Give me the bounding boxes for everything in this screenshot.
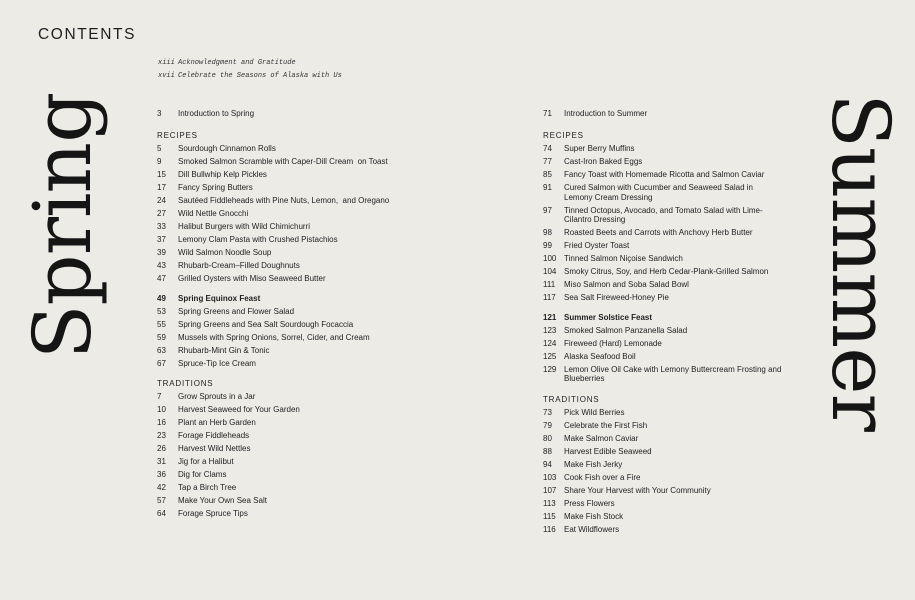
entry-title: Sea Salt Fireweed-Honey Pie [564, 293, 669, 302]
page-number: 17 [157, 183, 166, 192]
page-number: 104 [543, 267, 557, 276]
page-number: 111 [543, 280, 556, 289]
entry-title: Cook Fish over a Fire [564, 472, 641, 482]
toc-entry[interactable] [543, 525, 783, 535]
toc-entry[interactable] [157, 235, 397, 245]
page-number: 10 [157, 405, 166, 414]
page-number: 15 [157, 170, 166, 179]
toc-entry[interactable] [543, 280, 783, 290]
entry-title: Spring Greens and Flower Salad [178, 306, 295, 316]
page-number: 49 [157, 293, 166, 303]
entry-title: Press Flowers [564, 498, 615, 508]
page-title: CONTENTS [38, 26, 137, 43]
page-number: 71 [543, 109, 552, 118]
entry-title: Rhubarb-Cream–Filled Doughnuts [178, 261, 300, 270]
recipes-heading: RECIPES [543, 131, 584, 140]
page-number: 117 [543, 293, 556, 302]
toc-entry[interactable] [157, 483, 397, 493]
toc-entry[interactable] [157, 418, 397, 428]
page-number: 63 [157, 345, 166, 355]
toc-entry[interactable] [543, 241, 783, 251]
toc-entry[interactable] [157, 170, 397, 180]
page-number: xiii [158, 59, 175, 67]
page-number: 115 [543, 511, 556, 521]
toc-entry[interactable] [157, 222, 397, 232]
page-number: 125 [543, 351, 557, 361]
toc-entry[interactable] [157, 496, 397, 506]
toc-entry[interactable] [157, 444, 397, 454]
toc-entry[interactable] [157, 405, 397, 415]
page-number: 107 [543, 485, 557, 495]
recipes-list [543, 144, 783, 384]
page-number: 24 [157, 196, 166, 205]
page-number: 124 [543, 338, 557, 348]
toc-entry[interactable] [543, 228, 783, 238]
entry-title: Cured Salmon with Cucumber and Seaweed Salad in Lemony Cream Dressing [564, 183, 753, 202]
page-number: 36 [157, 470, 166, 479]
toc-entry[interactable] [157, 320, 397, 330]
toc-entry[interactable] [543, 254, 783, 264]
toc-entry[interactable] [157, 457, 397, 467]
page-number: 113 [543, 498, 556, 508]
page-number: 79 [543, 420, 552, 430]
summer-section-label: Summer [814, 93, 907, 431]
toc-entry[interactable] [543, 473, 783, 483]
toc-entry[interactable] [543, 499, 783, 509]
page-number: 74 [543, 144, 552, 153]
entry-title: Mussels with Spring Onions, Sorrel, Cider, and Cream [178, 332, 370, 342]
toc-entry[interactable] [543, 293, 783, 303]
entry-title: Plant an Herb Garden [178, 418, 256, 427]
entry-title: Lemony Clam Pasta with Crushed Pistachios [178, 235, 338, 244]
toc-entry[interactable] [543, 352, 783, 362]
page-number: 5 [157, 144, 162, 153]
entry-title: Eat Wildflowers [564, 524, 620, 534]
page-number: 42 [157, 483, 166, 492]
toc-entry[interactable] [157, 261, 397, 271]
entry-title: Make Fish Stock [564, 511, 624, 521]
recipes-section [157, 130, 397, 368]
entry-title: Grow Sprouts in a Jar [178, 392, 256, 401]
entry-title: Dig for Clams [178, 470, 227, 479]
front-matter-item [158, 57, 342, 70]
entry-title: Lemon Olive Oil Cake with Lemony Buttercream Frosting and Blueberries [564, 364, 782, 383]
page-number: 16 [157, 418, 166, 427]
entry-title: Spruce-Tip Ice Cream [178, 358, 256, 368]
toc-entry[interactable] [543, 512, 783, 522]
entry-title: Make Salmon Caviar [564, 433, 639, 443]
entry-title: Tinned Octopus, Avocado, and Tomato Salad with Lime-Cilantro Dressing [564, 205, 763, 224]
entry-title: Harvest Edible Seaweed [564, 446, 652, 456]
page-number: 98 [543, 228, 552, 237]
entry-title: Introduction to Spring [178, 109, 255, 118]
page-number: 57 [157, 496, 166, 505]
toc-entry[interactable] [157, 183, 397, 193]
toc-entry[interactable] [543, 447, 783, 457]
page-number: 123 [543, 325, 557, 335]
entry-title: Jig for a Halibut [178, 457, 234, 466]
toc-entry[interactable] [543, 144, 783, 154]
toc-entry[interactable] [543, 365, 783, 384]
page-number: 39 [157, 248, 166, 257]
page-number: 121 [543, 312, 557, 322]
entry-title: Rhubarb-Mint Gin & Tonic [178, 345, 270, 355]
page-number: 67 [157, 358, 166, 368]
front-matter-item [158, 70, 342, 83]
page-number: 88 [543, 446, 552, 456]
toc-entry[interactable] [157, 294, 397, 304]
page-number: 26 [157, 444, 166, 453]
toc-entry[interactable] [157, 392, 397, 402]
page-number: 33 [157, 222, 166, 231]
summer-column [543, 108, 783, 544]
entry-title: Super Berry Muffins [564, 144, 635, 153]
page-number: 129 [543, 364, 557, 374]
page-number: 53 [157, 306, 166, 316]
toc-entry[interactable] [157, 509, 397, 519]
page-number: 7 [157, 392, 162, 401]
toc-entry[interactable] [157, 470, 397, 480]
page-number: 103 [543, 472, 557, 482]
page-number: 43 [157, 261, 166, 270]
toc-entry[interactable] [543, 170, 783, 180]
page-number: 64 [157, 509, 166, 518]
entry-title: Introduction to Summer [564, 109, 648, 118]
entry-title: Spring Greens and Sea Salt Sourdough Focaccia [178, 319, 354, 329]
toc-entry[interactable] [543, 434, 783, 444]
entry-title: Smoked Salmon Panzanella Salad [564, 325, 688, 335]
page-number: 116 [543, 524, 556, 534]
page-number: 80 [543, 433, 552, 443]
page-number: 91 [543, 183, 552, 192]
entry-title: Pick Wild Berries [564, 407, 625, 417]
page-number: 100 [543, 254, 557, 263]
toc-entry[interactable] [157, 157, 397, 167]
entry-title: Alaska Seafood Boil [564, 351, 636, 361]
toc-entry[interactable] [543, 313, 783, 323]
traditions-heading: TRADITIONS [543, 394, 600, 404]
page-number: 59 [157, 332, 166, 342]
entry-title: Summer Solstice Feast [564, 312, 653, 322]
entry-title: Sourdough Cinnamon Rolls [178, 144, 276, 153]
entry-title: Make Fish Jerky [564, 459, 623, 469]
entry-title: Fancy Toast with Homemade Ricotta and Salmon Caviar [564, 170, 765, 179]
entry-title: Sautéed Fiddleheads with Pine Nuts, Lemon, and Oregano [178, 196, 390, 205]
page-number: 37 [157, 235, 166, 244]
toc-entry[interactable] [543, 183, 783, 202]
front-matter-list [158, 57, 342, 82]
entry-title: Smoky Citrus, Soy, and Herb Cedar-Plank-Grilled Salmon [564, 267, 769, 276]
toc-entry[interactable] [157, 209, 397, 219]
toc-entry[interactable] [157, 359, 397, 369]
entry-title: Tinned Salmon Niçoise Sandwich [564, 254, 683, 263]
entry-title: Cast-Iron Baked Eggs [564, 157, 643, 166]
entry-title: Grilled Oysters with Miso Seaweed Butter [178, 274, 326, 283]
entry-title: Miso Salmon and Soba Salad Bowl [564, 280, 689, 289]
entry-title: Fancy Spring Butters [178, 183, 253, 192]
entry-title: Forage Spruce Tips [178, 509, 248, 518]
toc-entry[interactable] [543, 460, 783, 470]
entry-title: Fried Oyster Toast [564, 241, 630, 250]
spring-column [157, 108, 397, 529]
entry-title: Spring Equinox Feast [178, 293, 261, 303]
page-number: xvii [158, 71, 175, 80]
toc-entry[interactable] [543, 157, 783, 167]
page-number: 85 [543, 170, 552, 179]
toc-entry[interactable] [543, 326, 783, 336]
entry-title: Make Your Own Sea Salt [178, 496, 267, 505]
page-number: 94 [543, 459, 552, 469]
traditions-section [543, 394, 783, 535]
toc-entry[interactable] [157, 144, 397, 154]
toc-entry[interactable] [157, 346, 397, 356]
page-number: 31 [157, 457, 166, 466]
page-number: 73 [543, 407, 552, 417]
toc-entry[interactable] [157, 333, 397, 343]
entry-title: Share Your Harvest with Your Community [564, 485, 711, 495]
page-number: 9 [157, 157, 162, 166]
toc-entry[interactable] [543, 267, 783, 277]
toc-entry[interactable] [157, 274, 397, 284]
entry-title: Tap a Birch Tree [178, 483, 237, 492]
traditions-heading: TRADITIONS [157, 379, 214, 388]
entry-title: Forage Fiddleheads [178, 431, 250, 440]
page-number: 27 [157, 209, 166, 218]
toc-entry[interactable] [157, 196, 397, 206]
traditions-list [157, 392, 397, 519]
entry-title: Celebrate the Seasons of Alaska with Us [178, 71, 342, 80]
page-number: 3 [157, 109, 162, 118]
toc-entry[interactable] [543, 339, 783, 349]
entry-title: Harvest Wild Nettles [178, 444, 251, 453]
toc-entry[interactable] [157, 307, 397, 317]
entry-title: Wild Salmon Noodle Soup [178, 248, 272, 257]
recipes-section [543, 130, 783, 384]
entry-title: Fireweed (Hard) Lemonade [564, 338, 662, 348]
entry-title: Halibut Burgers with Wild Chimichurri [178, 222, 311, 231]
page-number: 99 [543, 241, 552, 250]
intro-entry[interactable] [157, 108, 397, 120]
toc-entry[interactable] [543, 206, 783, 225]
page-number: 97 [543, 205, 552, 215]
toc-entry[interactable] [157, 248, 397, 258]
entry-title: Wild Nettle Gnocchi [178, 209, 249, 218]
page-number: 47 [157, 274, 166, 283]
entry-title: Acknowledgment and Gratitude [178, 59, 296, 67]
toc-entry[interactable] [543, 408, 783, 418]
spring-section-label: Spring [16, 92, 109, 360]
entry-title: Dill Bullwhip Kelp Pickles [178, 170, 267, 179]
traditions-section [157, 378, 397, 519]
entry-title: Roasted Beets and Carrots with Anchovy Herb Butter [564, 228, 753, 237]
entry-title: Celebrate the First Fish [564, 420, 648, 430]
entry-title: Harvest Seaweed for Your Garden [178, 405, 300, 414]
traditions-list [543, 408, 783, 535]
toc-entry[interactable] [543, 486, 783, 496]
toc-entry[interactable] [543, 421, 783, 431]
entry-title: Smoked Salmon Scramble with Caper-Dill Cream on Toast [178, 157, 388, 166]
page-number: 77 [543, 157, 552, 166]
recipes-heading: RECIPES [157, 131, 198, 140]
recipes-list [157, 144, 397, 368]
page-number: 23 [157, 431, 166, 440]
page-number: 55 [157, 319, 166, 329]
intro-entry[interactable] [543, 108, 783, 120]
toc-entry[interactable] [157, 431, 397, 441]
